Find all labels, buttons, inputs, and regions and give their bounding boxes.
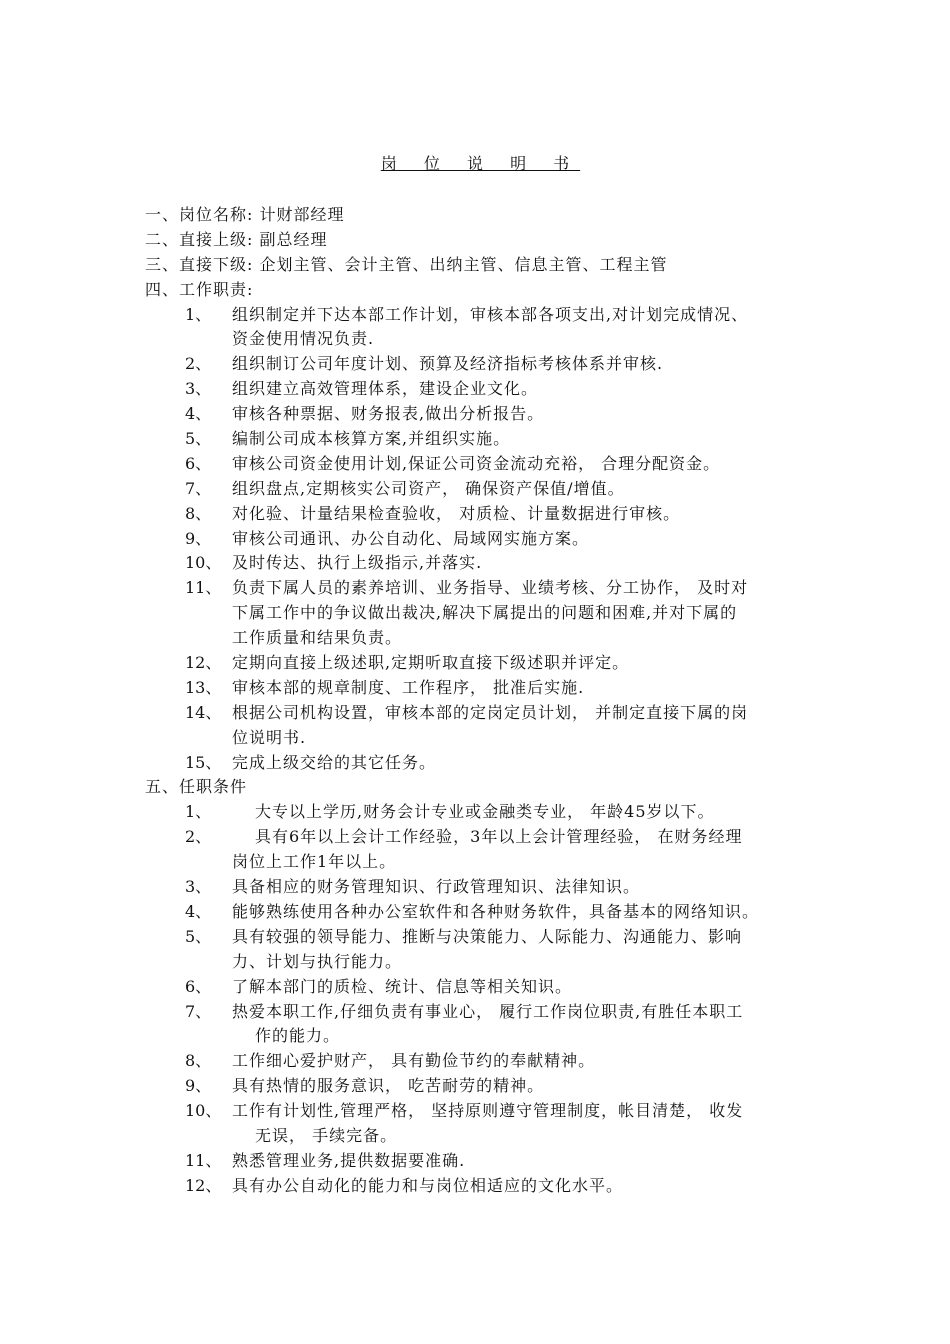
- qualification-item: [145, 1174, 835, 1199]
- duty-item: [145, 452, 835, 477]
- list-item-number: 6、: [185, 453, 212, 473]
- list-item-text: 无误， 手续完备。: [255, 1125, 398, 1145]
- duty-item: [145, 676, 835, 701]
- list-item-text: 审核各种票据、财务报表,做出分析报告。: [232, 404, 545, 424]
- list-item-text: 具有办公自动化的能力和与岗位相适应的文化水平。: [232, 1175, 624, 1195]
- duties-list: [145, 303, 835, 776]
- qualification-item: [145, 825, 835, 850]
- list-item-number: 7、: [185, 478, 212, 498]
- list-item-text: 负责下属人员的素养培训、业务指导、业绩考核、分工协作， 及时对: [232, 578, 749, 598]
- list-item-number: 11、: [185, 578, 222, 598]
- section-qualifications-heading: 五、任职条件: [145, 777, 248, 797]
- list-item-text: 具有热情的服务意识， 吃苦耐劳的精神。: [232, 1076, 545, 1096]
- list-item-continuation: [145, 626, 835, 651]
- duty-item: [145, 377, 835, 402]
- section-direct-superior: 二、直接上级: 副总经理: [145, 229, 328, 249]
- duty-item: [145, 751, 835, 776]
- list-item-text: 位说明书.: [232, 727, 307, 747]
- list-item-continuation: [145, 950, 835, 975]
- list-item-text: 审核本部的规章制度、工作程序， 批准后实施.: [232, 677, 585, 697]
- list-item-text: 审核公司资金使用计划,保证公司资金流动充裕， 合理分配资金。: [232, 453, 721, 473]
- qualification-item: [145, 900, 835, 925]
- list-item-text: 工作细心爱护财产， 具有勤俭节约的奉献精神。: [232, 1051, 596, 1071]
- list-item-text: 工作质量和结果负责。: [232, 628, 403, 648]
- duty-item: [145, 551, 835, 576]
- qualification-item: [145, 1099, 835, 1124]
- list-item-text: 组织制订公司年度计划、预算及经济指标考核体系并审核.: [232, 354, 664, 374]
- duty-item: [145, 402, 835, 427]
- list-item-text: 组织盘点,定期核实公司资产， 确保资产保值/增值。: [232, 478, 625, 498]
- list-item-continuation: [145, 726, 835, 751]
- list-item-number: 7、: [185, 1001, 212, 1021]
- qualification-item: [145, 1049, 835, 1074]
- list-item-number: 3、: [185, 379, 212, 399]
- list-item-text: 完成上级交给的其它任务。: [232, 752, 437, 772]
- qualification-item: [145, 1149, 835, 1174]
- duty-item: [145, 427, 835, 452]
- list-item-continuation: [145, 1024, 835, 1049]
- list-item-number: 4、: [185, 404, 212, 424]
- list-item-text: 具备相应的财务管理知识、行政管理知识、法律知识。: [232, 877, 641, 897]
- list-item-text: 审核公司通讯、办公自动化、局域网实施方案。: [232, 528, 590, 548]
- qualification-item: [145, 1074, 835, 1099]
- list-item-text: 熟悉管理业务,提供数据要准确.: [232, 1150, 466, 1170]
- list-item-text: 能够熟练使用各种办公室软件和各种财务软件，具备基本的网络知识。: [232, 901, 760, 921]
- section-duties-heading: 四、工作职责:: [145, 279, 254, 299]
- duty-item: [145, 303, 835, 328]
- list-item-number: 12、: [185, 1175, 222, 1195]
- list-item-text: 岗位上工作1年以上。: [232, 852, 397, 872]
- duty-item: [145, 352, 835, 377]
- list-item-continuation: [145, 850, 835, 875]
- list-item-number: 1、: [185, 304, 212, 324]
- list-item-text: 组织制定并下达本部工作计划，审核本部各项支出,对计划完成情况、: [232, 304, 749, 324]
- list-item-text: 热爱本职工作,仔细负责有事业心， 履行工作岗位职责,有胜任本职工: [232, 1001, 744, 1021]
- list-item-text: 对化验、计量结果检查验收， 对质检、计量数据进行审核。: [232, 503, 681, 523]
- duty-item: [145, 701, 835, 726]
- list-item-number: 10、: [185, 553, 222, 573]
- document-title: [0, 152, 950, 176]
- list-item-number: 2、: [185, 827, 212, 847]
- list-item-number: 12、: [185, 653, 222, 673]
- document-body: [145, 203, 835, 1199]
- qualification-item: [145, 1000, 835, 1025]
- list-item-continuation: [145, 327, 835, 352]
- list-item-text: 定期向直接上级述职,定期听取直接下级述职并评定。: [232, 653, 630, 673]
- duty-item: [145, 651, 835, 676]
- list-item-number: 1、: [185, 802, 212, 822]
- duty-item: [145, 502, 835, 527]
- duty-item: [145, 477, 835, 502]
- qualification-item: [145, 975, 835, 1000]
- section-direct-subordinates: 三、直接下级: 企划主管、会计主管、出纳主管、信息主管、工程主管: [145, 254, 668, 274]
- list-item-number: 4、: [185, 901, 212, 921]
- list-item-text: 及时传达、执行上级指示,并落实.: [232, 553, 483, 573]
- list-item-number: 9、: [185, 528, 212, 548]
- list-item-text: 具有较强的领导能力、推断与决策能力、人际能力、沟通能力、影响: [232, 926, 743, 946]
- list-item-number: 3、: [185, 877, 212, 897]
- list-item-continuation: [145, 1124, 835, 1149]
- list-item-text: 下属工作中的争议做出裁决,解决下属提出的问题和困难,并对下属的: [232, 603, 738, 623]
- duty-item: [145, 576, 835, 601]
- list-item-text: 具有6年以上会计工作经验，3年以上会计管理经验， 在财务经理: [255, 827, 743, 847]
- qualification-item: [145, 875, 835, 900]
- qualification-item: [145, 800, 835, 825]
- list-item-number: 14、: [185, 702, 222, 722]
- qualifications-list: [145, 800, 835, 1198]
- list-item-text: 大专以上学历,财务会计专业或金融类专业， 年龄45岁以下。: [255, 802, 715, 822]
- section-position-name: 一、岗位名称: 计财部经理: [145, 205, 345, 224]
- list-item-text: 作的能力。: [255, 1026, 341, 1046]
- list-item-continuation: [145, 601, 835, 626]
- duty-item: [145, 527, 835, 552]
- list-item-number: 5、: [185, 926, 212, 946]
- list-item-number: 8、: [185, 1051, 212, 1071]
- list-item-number: 13、: [185, 677, 222, 697]
- list-item-text: 编制公司成本核算方案,并组织实施。: [232, 429, 511, 449]
- list-item-number: 11、: [185, 1150, 222, 1170]
- list-item-number: 2、: [185, 354, 212, 374]
- list-item-text: 工作有计划性,管理严格， 坚持原则遵守管理制度，帐目清楚， 收发: [232, 1101, 744, 1121]
- list-item-text: 组织建立高效管理体系，建设企业文化。: [232, 379, 539, 399]
- list-item-number: 6、: [185, 976, 212, 996]
- list-item-number: 9、: [185, 1076, 212, 1096]
- list-item-text: 根据公司机构设置，审核本部的定岗定员计划， 并制定直接下属的岗: [232, 702, 749, 722]
- list-item-number: 5、: [185, 429, 212, 449]
- document-title-text: 岗 位 说 明 书: [380, 154, 581, 173]
- list-item-number: 8、: [185, 503, 212, 523]
- list-item-number: 10、: [185, 1101, 222, 1121]
- list-item-text: 力、计划与执行能力。: [232, 951, 403, 971]
- list-item-text: 资金使用情况负责.: [232, 329, 375, 349]
- qualification-item: [145, 925, 835, 950]
- list-item-text: 了解本部门的质检、统计、信息等相关知识。: [232, 976, 573, 996]
- list-item-number: 15、: [185, 752, 222, 772]
